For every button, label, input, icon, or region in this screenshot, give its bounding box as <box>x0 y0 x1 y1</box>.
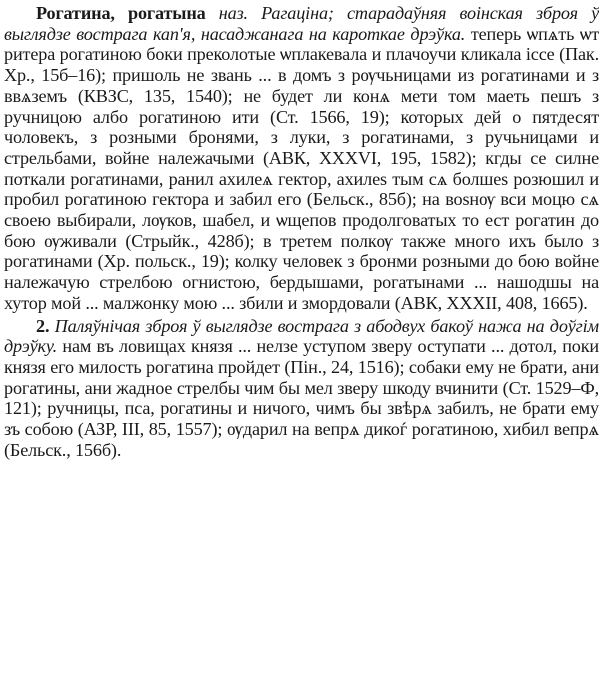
sense-2-paragraph <box>4 316 599 461</box>
sense-1-citations: теперь ѡпѧть ѡт ритера рогатиною боки преколотые ѡплакевала и плачоучи кликала ісcе (Пак. Хр., 15б–16); пришоль не звань ... в домъ з рѹчьницами из рогатинами и з ввѧземъ (КВЗС, 135, 1540); не будет ли конѧ мети том маеть пешъ з ручницою албо рогатиною ити (Ст. 1566, 19); которых дей о пятдесят чоловекъ, з розными бронями, з луки, з рогатинами, з ручьницами и стрельбами, войне належачыми (АВК, XXXVI, 195, 1582); кгды се силне поткали рогатинами, ранил ахилеѧ гектор, ахилеѕ тым сѧ болшеѕ розюшил и пробил рогатиною гектора и забил его (Бельск., 85б); на воѕнѹ вси моцю сѧ своею выбирали, лѹков, шабел, и ѡщепов продолговатых то ест рогатин до бою ѹживали (Стрыйк., 428б); в третем полкѹ также много ихъ было з рогатинами (Хр. польск., 19); колку человек з бронми розными до бою войне належачую стрелбою огнистою, бердышами, рогатынами ... нашодшы на хутор мой ... малжонку мою ... збили и змордовали (АВК, XXXII, 408, 1665). <box>4 23 599 313</box>
headword: Рогатина, рогатына <box>36 3 206 23</box>
sense-2-citations: нам въ ловищах князя ... нелзе уступом зверу оступати ... дотол, поки князя его милость рогатина пройдет (Пін., 24, 1516); собаки ему не брати, ани рогатины, ани жадное стрелбы чим бы мел зверу шкоду вчинити (Ст. 1529–Ф, 121); ручницы, пса, рогатины и ничого, чимъ бы звѣрѧ забилъ, не брати ему зъ собою (АЗР, III, 85, 1557); ѹдарил на вепрѧ дикоѓ рогатиною, хибил вепрѧ (Бельск., 156б). <box>4 336 599 460</box>
part-of-speech: наз. <box>218 3 248 23</box>
sense-1-paragraph <box>4 3 599 314</box>
dictionary-page <box>4 3 599 673</box>
sense-2-number: 2. <box>36 315 50 336</box>
sense-2-gloss: Паляўнічая зброя ў выглядзе вострага з абодвух бакоў нажа на доўгім дрэўку. <box>4 315 599 357</box>
sense-1-gloss: Рагаціна; старадаўняя воінская зброя ў выглядзе вострага кап'я, насаджанага на кароткае дрэўка. <box>4 3 599 44</box>
